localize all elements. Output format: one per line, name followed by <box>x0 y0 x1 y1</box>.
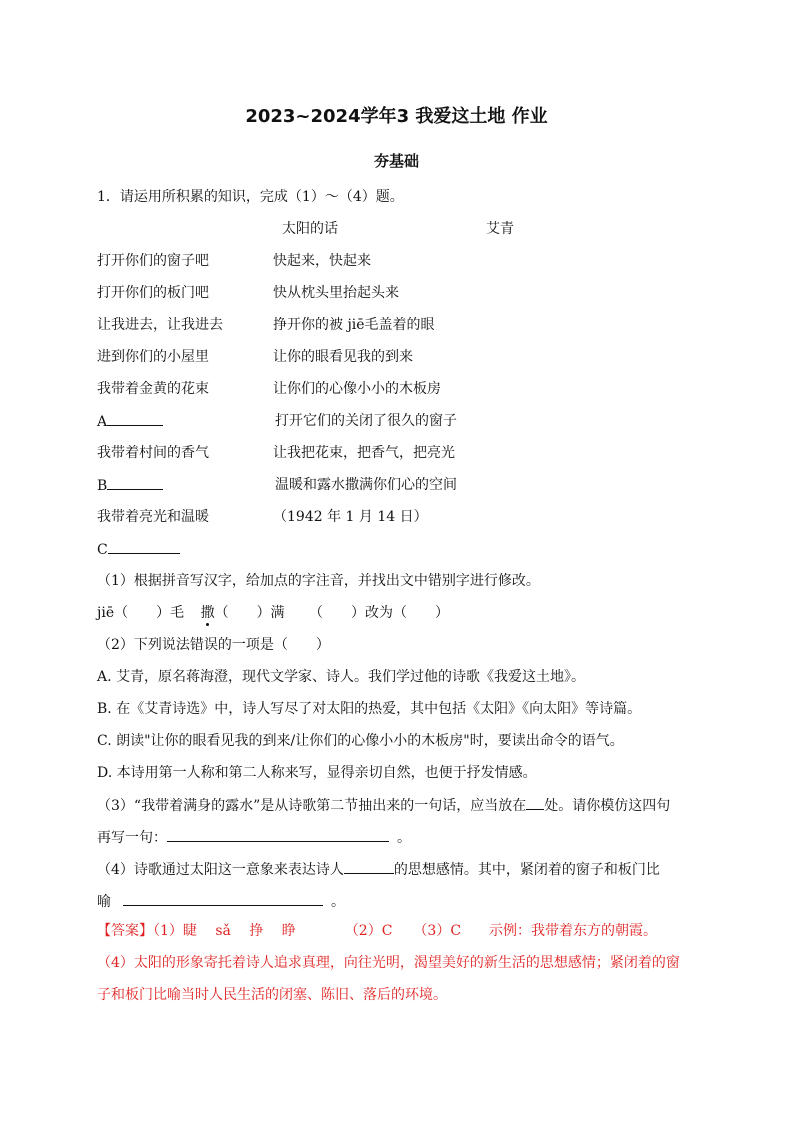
poem-left-line: 进到你们的小屋里 <box>97 349 209 365</box>
poem-right-line: 温暖和露水撒满你们心的空间 <box>275 477 457 493</box>
poem-left-line: 我带着亮光和温暖 <box>97 509 209 525</box>
section-title: 夯基础 <box>373 152 419 170</box>
q3-line2 <box>97 828 411 847</box>
q2-option-c: C. 朗读"让你的眼看见我的到来/让你们的心像小小的木板房"时，要读出命令的语气。 <box>97 733 624 749</box>
poem-left-line: 我带着金黄的花束 <box>97 381 209 397</box>
q1-blank-2: （ ）满 <box>214 605 285 621</box>
q2-text: （2）下列说法错误的一项是（ ） <box>97 637 330 653</box>
q4-text: （4）诗歌通过太阳这一意象来表达诗人 <box>97 862 344 878</box>
answer-line-1 <box>97 922 657 940</box>
answer-label: 【答案】 <box>97 923 153 939</box>
blank-label: A <box>97 414 108 430</box>
q4-text: 的思想感情。其中，紧闭着的窗子和板门比 <box>393 862 660 878</box>
poem-right-line: 让我把花束，把香气，把亮光 <box>273 445 455 461</box>
poem-blank-a <box>97 412 163 431</box>
poem-left-line: 打开你们的板门吧 <box>97 285 209 301</box>
poem-left-line: 我带着村间的香气 <box>97 445 209 461</box>
q4-text: 。 <box>331 894 345 910</box>
q3-text: 。 <box>397 830 411 846</box>
q3-text: 处。请你模仿这四句 <box>544 798 671 814</box>
fill-blank[interactable] <box>526 796 544 810</box>
q1-answers-line <box>97 604 449 622</box>
poem-author: 艾青 <box>486 221 514 237</box>
q2-option-a: A. 艾青，原名蒋海澄，现代文学家、诗人。我们学过他的诗歌《我爱这土地》。 <box>97 669 586 685</box>
poem-right-line: 让你们的心像小小的木板房 <box>273 381 441 397</box>
q3-text: 再写一句： <box>97 830 167 846</box>
fill-blank[interactable] <box>167 828 389 842</box>
pinyin: jiē <box>97 605 115 621</box>
poem-right-line: 挣开你的被 jiē毛盖着的眼 <box>273 317 435 333</box>
fill-blank[interactable] <box>108 540 180 554</box>
poem-date: （1942 年 1 月 14 日） <box>273 509 428 525</box>
poem-blank-c <box>97 540 180 559</box>
q1-text: （1）根据拼音写汉字，给加点的字注音，并找出文中错别字进行修改。 <box>97 573 540 589</box>
poem-blank-b <box>97 476 163 495</box>
page-title: 2023~2024学年3 我爱这土地 作业 <box>245 106 548 127</box>
q3-text: （3）“我带着满身的露水”是从诗歌第二节抽出来的一句话，应当放在 <box>97 798 527 814</box>
blank-label: C <box>97 542 108 558</box>
poem-left-line: 让我进去，让我进去 <box>97 317 223 333</box>
q4-text: 喻 <box>97 894 111 910</box>
poem-left-line: 打开你们的窗子吧 <box>97 253 209 269</box>
q1-blank-1: （ ）毛 <box>114 605 185 621</box>
answer-line-2: （4）太阳的形象寄托着诗人追求真理，向往光明，渴望美好的新生活的思想感情；紧闭着的窗 <box>97 955 680 971</box>
q2-option-b: B. 在《艾青诗选》中，诗人写尽了对太阳的热爱，其中包括《太阳》《向太阳》等诗篇。 <box>97 701 642 717</box>
q1-blank-3: （ ）改为（ ） <box>309 605 450 621</box>
poem-right-line: 让你的眼看见我的到来 <box>273 349 413 365</box>
blank-label: B <box>97 478 108 494</box>
question-intro: 1．请运用所积累的知识，完成（1）～（4）题。 <box>97 189 404 205</box>
q3-line1 <box>97 796 670 815</box>
poem-right-line: 打开它们的关闭了很久的窗子 <box>275 413 457 429</box>
fill-blank[interactable] <box>123 892 323 906</box>
answer-text: （1）睫 sǎ 挣 睁 （2）C （3）C 示例：我带着东方的朝霞。 <box>153 923 658 939</box>
poem-right-line: 快起来，快起来 <box>273 253 371 269</box>
poem-right-line: 快从枕头里抬起头来 <box>273 285 399 301</box>
fill-blank[interactable] <box>344 860 394 874</box>
q4-line1 <box>97 860 660 879</box>
poem-title: 太阳的话 <box>282 221 338 237</box>
fill-blank[interactable] <box>107 476 163 490</box>
fill-blank[interactable] <box>107 412 163 426</box>
q4-line2 <box>97 892 345 911</box>
dotted-char: 撒 <box>200 605 215 621</box>
answer-line-3: 子和板门比喻当时人民生活的闭塞、陈旧、落后的环境。 <box>97 987 447 1003</box>
q2-option-d: D. 本诗用第一人称和第二人称来写，显得亲切自然，也便于抒发情感。 <box>97 765 537 781</box>
